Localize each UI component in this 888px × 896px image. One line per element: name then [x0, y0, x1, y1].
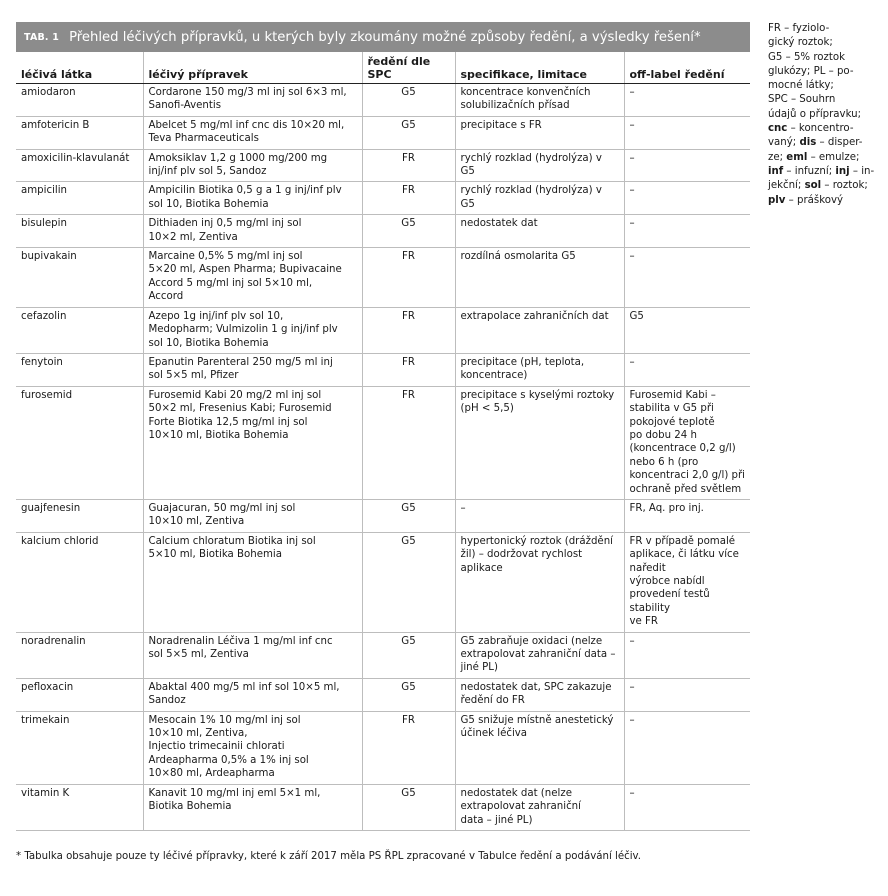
legend-line [768, 22, 880, 36]
legend-text: – koncentro- [787, 123, 854, 135]
cell-product [143, 632, 362, 678]
cell-spec-line: ředění do FR [460, 695, 525, 707]
table-row [16, 678, 750, 711]
legend-line [768, 179, 880, 193]
table-number: TAB. 1 [24, 31, 60, 43]
cell-dilution-line: G5 [401, 535, 416, 547]
cell-product-line: Abaktal 400 mg/5 ml inf sol 10×5 ml, [148, 681, 340, 693]
cell-product [143, 307, 362, 353]
cell-dilution [362, 386, 455, 499]
legend-abbreviation: inf [768, 165, 784, 177]
cell-offlabel-line: po dobu 24 h [629, 429, 697, 441]
cell-spec [455, 149, 624, 182]
cell-drug [16, 386, 143, 499]
cell-drug-line: furosemid [21, 389, 73, 401]
cell-offlabel-line: – [629, 681, 635, 693]
abbreviation-legend [768, 22, 880, 208]
cell-dilution [362, 215, 455, 248]
table-row [16, 116, 750, 149]
dilution-table [16, 52, 750, 831]
cell-product-line: Furosemid Kabi 20 mg/2 ml inj sol [148, 389, 322, 401]
cell-spec-line: data – jiné PL) [460, 814, 533, 826]
cell-spec [455, 248, 624, 308]
legend-text: – in- [849, 165, 875, 177]
cell-product-line: Sandoz [148, 695, 186, 707]
cell-dilution [362, 353, 455, 386]
legend-text: jekční; [768, 180, 805, 192]
cell-dilution [362, 711, 455, 784]
cell-dilution [362, 182, 455, 215]
cell-product-line: Sanofi-Aventis [148, 100, 222, 112]
cell-offlabel-line: – [629, 635, 635, 647]
cell-offlabel-line: pokojové teplotě [629, 416, 715, 428]
cell-spec-line: precipitace s kyselými roztoky [460, 389, 615, 401]
cell-offlabel [624, 215, 750, 248]
cell-product [143, 386, 362, 499]
cell-offlabel-line: G5 [629, 310, 644, 322]
cell-drug-line: amiodaron [21, 87, 76, 98]
cell-spec-line: jiné PL) [460, 662, 498, 674]
table-header-row [16, 52, 750, 84]
cell-spec-line: – [460, 502, 466, 514]
cell-offlabel-line: ve FR [629, 616, 658, 628]
legend-text: – disper- [816, 137, 863, 149]
cell-spec-line: hypertonický roztok (dráždění [460, 535, 613, 547]
cell-product-line: Accord [148, 291, 184, 303]
footnote: * Tabulka obsahuje pouze ty léčivé přípravky, které k září 2017 měla PS ŘPL zpracované v Tabulce ředění a podávání léčiv. [16, 851, 642, 862]
cell-offlabel [624, 632, 750, 678]
cell-drug-line: fenytoin [21, 356, 63, 368]
legend-text: glukózy; PL – po- [768, 65, 854, 77]
legend-text: gický roztok; [768, 37, 833, 49]
table-row [16, 784, 750, 830]
cell-drug [16, 678, 143, 711]
cell-dilution [362, 532, 455, 632]
cell-offlabel-line: (koncentrace 0,2 g/l) [629, 443, 736, 455]
cell-product-line: 10×10 ml, Zentiva [148, 516, 245, 528]
legend-line [768, 79, 880, 93]
cell-spec [455, 386, 624, 499]
legend-line [768, 65, 880, 79]
cell-offlabel-line: stabilita v G5 při [629, 403, 714, 415]
cell-offlabel-line: – [629, 356, 635, 368]
cell-drug-line: amfotericin B [21, 119, 90, 131]
cell-drug [16, 499, 143, 532]
cell-spec [455, 84, 624, 117]
cell-product-line: Marcaine 0,5% 5 mg/ml inj sol [148, 251, 303, 263]
legend-text: vaný; [768, 137, 800, 149]
cell-offlabel-line: – [629, 185, 635, 197]
cell-spec [455, 499, 624, 532]
cell-spec [455, 532, 624, 632]
cell-product-line: 50×2 ml, Fresenius Kabi; Furosemid [148, 403, 332, 415]
cell-spec-line: extrapolovat zahraniční [460, 801, 581, 813]
cell-offlabel-line: – [629, 218, 635, 230]
cell-spec-line: nedostatek dat [460, 218, 538, 230]
cell-drug [16, 116, 143, 149]
cell-dilution-line: G5 [401, 635, 416, 647]
cell-product [143, 532, 362, 632]
cell-spec-line: precipitace s FR [460, 119, 542, 131]
cell-product-line: Biotika Bohemia [148, 801, 232, 813]
legend-line [768, 165, 880, 179]
cell-spec-line: G5 snižuje místně anestetický [460, 714, 614, 726]
cell-spec-line: aplikace [460, 562, 503, 574]
table-title: Přehled léčivých přípravků, u kterých byly zkoumány možné způsoby ředění, a výsledky řešení* [69, 29, 701, 45]
cell-spec-line: rozdílná osmolarita G5 [460, 251, 576, 263]
cell-spec [455, 215, 624, 248]
cell-drug-line: noradrenalin [21, 635, 86, 647]
cell-product [143, 149, 362, 182]
legend-abbreviation: dis [799, 137, 817, 149]
table-row [16, 532, 750, 632]
cell-product [143, 678, 362, 711]
table-row [16, 711, 750, 784]
cell-drug [16, 84, 143, 117]
cell-offlabel-line: – [629, 251, 635, 263]
cell-dilution [362, 307, 455, 353]
cell-drug [16, 353, 143, 386]
legend-text: – práškový [785, 194, 844, 206]
cell-product [143, 784, 362, 830]
cell-drug-line: pefloxacin [21, 681, 74, 693]
table-row [16, 84, 750, 117]
cell-offlabel-line: Furosemid Kabi – [629, 389, 716, 401]
legend-text: – roztok; [821, 180, 868, 192]
cell-product-line: 10×80 ml, Ardeapharma [148, 768, 275, 780]
cell-product-line: sol 5×5 ml, Pfizer [148, 370, 239, 382]
cell-drug-line: vitamin K [21, 787, 70, 799]
cell-spec-line: žil) – dodržovat rychlost [460, 549, 583, 561]
table-row [16, 182, 750, 215]
cell-dilution-line: FR [402, 389, 415, 401]
table-row [16, 499, 750, 532]
cell-dilution-line: G5 [401, 787, 416, 799]
cell-drug [16, 532, 143, 632]
cell-spec-line: solubilizačních přísad [460, 100, 570, 112]
legend-text: G5 – 5% roztok [768, 51, 846, 63]
cell-product-line: Noradrenalin Léčiva 1 mg/ml inf cnc [148, 635, 333, 647]
cell-drug-line: amoxicilin-klavulanát [21, 152, 130, 164]
cell-spec-line: precipitace (pH, teplota, [460, 356, 585, 368]
cell-drug [16, 215, 143, 248]
header-drug: léčivá látka [16, 52, 143, 84]
header-product: léčivý přípravek [143, 52, 362, 84]
cell-offlabel-line: nebo 6 h (pro [629, 456, 699, 468]
cell-offlabel-line: ochraně před světlem [629, 483, 742, 495]
legend-line [768, 36, 880, 50]
cell-spec-line: nedostatek dat (nelze [460, 787, 572, 799]
cell-product-line: Ardeapharma 0,5% a 1% inj sol [148, 754, 309, 766]
cell-offlabel-line: provedení testů stability [629, 589, 710, 614]
cell-spec-line: extrapolovat zahraniční data – [460, 649, 616, 661]
cell-dilution [362, 632, 455, 678]
cell-offlabel [624, 84, 750, 117]
cell-spec [455, 678, 624, 711]
cell-drug [16, 711, 143, 784]
cell-offlabel [624, 248, 750, 308]
cell-offlabel [624, 711, 750, 784]
table-row [16, 149, 750, 182]
cell-product-line: 10×10 ml, Biotika Bohemia [148, 429, 289, 441]
cell-product-line: Amoksiklav 1,2 g 1000 mg/200 mg [148, 152, 328, 164]
cell-dilution-line: FR [402, 310, 415, 322]
cell-product-line: Teva Pharmaceuticals [148, 133, 259, 145]
legend-abbreviation: plv [768, 194, 786, 206]
table-row [16, 215, 750, 248]
cell-offlabel-line: aplikace, či látku více [629, 549, 739, 561]
cell-product-line: Cordarone 150 mg/3 ml inj sol 6×3 ml, [148, 87, 347, 98]
cell-dilution [362, 116, 455, 149]
cell-offlabel-line: výrobce nabídl [629, 576, 705, 587]
cell-offlabel [624, 784, 750, 830]
cell-offlabel [624, 678, 750, 711]
legend-line [768, 194, 880, 208]
cell-dilution [362, 784, 455, 830]
legend-line [768, 136, 880, 150]
table-body [16, 84, 750, 831]
legend-line [768, 151, 880, 165]
cell-spec [455, 784, 624, 830]
header-spec: specifikace, limitace [455, 52, 624, 84]
table-row [16, 307, 750, 353]
cell-dilution-line: G5 [401, 681, 416, 693]
cell-product-line: sol 10, Biotika Bohemia [148, 337, 269, 349]
cell-offlabel-line: koncentraci 2,0 g/l) při [629, 470, 746, 482]
cell-spec-line: G5 zabraňuje oxidaci (nelze [460, 635, 603, 647]
cell-offlabel [624, 307, 750, 353]
table-container [16, 22, 750, 831]
cell-dilution-line: G5 [401, 218, 416, 230]
cell-product [143, 499, 362, 532]
cell-drug-line: trimekain [21, 714, 70, 726]
cell-product [143, 248, 362, 308]
cell-spec-line: rychlý rozklad (hydrolýza) v G5 [460, 152, 602, 178]
cell-product-line: Mesocain 1% 10 mg/ml inj sol [148, 714, 301, 726]
cell-offlabel [624, 499, 750, 532]
legend-abbreviation: eml [786, 151, 808, 163]
cell-dilution-line: FR [402, 152, 415, 164]
cell-offlabel [624, 182, 750, 215]
cell-drug-line: cefazolin [21, 310, 67, 322]
cell-product-line: Epanutin Parenteral 250 mg/5 ml inj [148, 356, 333, 368]
legend-abbreviation: inj [835, 165, 850, 177]
legend-line [768, 122, 880, 136]
legend-text: ze; [768, 151, 787, 163]
legend-text: FR – fyziolo- [768, 23, 830, 34]
legend-text: SPC – Souhrn [768, 94, 836, 106]
cell-product-line: 5×20 ml, Aspen Pharma; Bupivacaine [148, 264, 342, 276]
table-row [16, 386, 750, 499]
cell-offlabel-line: FR v případě pomalé [629, 535, 736, 547]
cell-offlabel-line: – [629, 714, 635, 726]
cell-dilution-line: G5 [401, 502, 416, 514]
cell-dilution-line: FR [402, 356, 415, 368]
cell-product-line: Kanavit 10 mg/ml inj eml 5×1 ml, [148, 787, 321, 799]
cell-drug [16, 632, 143, 678]
cell-drug [16, 182, 143, 215]
cell-drug-line: bisulepin [21, 218, 67, 230]
cell-product [143, 182, 362, 215]
legend-text: mocné látky; [768, 80, 834, 92]
cell-spec [455, 353, 624, 386]
cell-product [143, 215, 362, 248]
cell-dilution [362, 678, 455, 711]
legend-line [768, 108, 880, 122]
cell-dilution-line: FR [402, 185, 415, 197]
cell-spec [455, 182, 624, 215]
cell-drug-line: ampicilin [21, 185, 68, 197]
cell-dilution [362, 84, 455, 117]
cell-product-line: Dithiaden inj 0,5 mg/ml inj sol [148, 218, 302, 230]
cell-drug-line: kalcium chlorid [21, 535, 99, 547]
cell-product-line: sol 10, Biotika Bohemia [148, 198, 269, 210]
cell-spec-line: rychlý rozklad (hydrolýza) v G5 [460, 185, 602, 210]
cell-product-line: Forte Biotika 12,5 mg/ml inj sol [148, 416, 308, 428]
cell-spec [455, 307, 624, 353]
cell-dilution-line: G5 [401, 87, 416, 98]
cell-product [143, 116, 362, 149]
cell-dilution-line: FR [402, 251, 415, 263]
cell-spec-line: koncentrace konvenčních [460, 87, 591, 98]
cell-product-line: 5×10 ml, Biotika Bohemia [148, 549, 282, 561]
cell-product-line: Calcium chloratum Biotika inj sol [148, 535, 316, 547]
cell-dilution-line: G5 [401, 119, 416, 131]
cell-dilution [362, 499, 455, 532]
cell-offlabel [624, 149, 750, 182]
header-offlabel: off-label ředění [624, 52, 750, 84]
cell-dilution [362, 248, 455, 308]
cell-offlabel-line: – [629, 119, 635, 131]
table-row [16, 248, 750, 308]
cell-product-line: 10×2 ml, Zentiva [148, 231, 238, 243]
cell-product-line: Injectio trimecainii chlorati [148, 741, 285, 753]
cell-product-line: Ampicilin Biotika 0,5 g a 1 g inj/inf plv [148, 185, 342, 197]
cell-drug [16, 149, 143, 182]
cell-drug-line: guajfenesin [21, 502, 81, 514]
cell-drug [16, 307, 143, 353]
cell-spec-line: nedostatek dat, SPC zakazuje [460, 681, 612, 693]
cell-product [143, 711, 362, 784]
table-caption [16, 22, 750, 52]
cell-product [143, 84, 362, 117]
legend-abbreviation: cnc [768, 123, 788, 135]
cell-dilution-line: FR [402, 714, 415, 726]
cell-offlabel-line: – [629, 787, 635, 799]
cell-product [143, 353, 362, 386]
cell-product-line: Accord 5 mg/ml inj sol 5×10 ml, [148, 277, 313, 289]
cell-product-line: Medopharm; Vulmizolin 1 g inj/inf plv [148, 324, 338, 336]
cell-drug [16, 248, 143, 308]
cell-offlabel [624, 116, 750, 149]
cell-spec-line: extrapolace zahraničních dat [460, 310, 609, 322]
cell-spec-line: účinek léčiva [460, 728, 528, 740]
cell-spec [455, 116, 624, 149]
legend-text: – infuzní; [783, 165, 836, 177]
legend-abbreviation: sol [804, 180, 822, 192]
cell-spec-line: (pH < 5,5) [460, 403, 514, 415]
legend-line [768, 93, 880, 107]
cell-offlabel-line: naředit [629, 562, 666, 574]
cell-offlabel-line: FR, Aq. pro inj. [629, 502, 704, 514]
header-dilution: ředění dle SPC [362, 52, 455, 84]
cell-offlabel [624, 353, 750, 386]
cell-spec [455, 711, 624, 784]
table-row [16, 632, 750, 678]
legend-text: údajů o přípravku; [768, 108, 862, 120]
cell-offlabel [624, 386, 750, 499]
cell-product-line: 10×10 ml, Zentiva, [148, 728, 248, 740]
cell-offlabel-line: – [629, 87, 635, 98]
cell-product-line: Abelcet 5 mg/ml inf cnc dis 10×20 ml, [148, 119, 345, 131]
cell-offlabel-line: – [629, 152, 635, 164]
cell-product-line: sol 5×5 ml, Zentiva [148, 649, 249, 661]
cell-dilution [362, 149, 455, 182]
legend-text: – emulze; [807, 151, 860, 163]
cell-product-line: Azepo 1g inj/inf plv sol 10, [148, 310, 284, 322]
cell-offlabel [624, 532, 750, 632]
cell-drug [16, 784, 143, 830]
table-row [16, 353, 750, 386]
legend-line [768, 51, 880, 65]
cell-product-line: inj/inf plv sol 5, Sandoz [148, 166, 267, 178]
cell-spec [455, 632, 624, 678]
cell-drug-line: bupivakain [21, 251, 77, 263]
cell-product-line: Guajacuran, 50 mg/ml inj sol [148, 502, 296, 514]
cell-spec-line: koncentrace) [460, 370, 528, 382]
